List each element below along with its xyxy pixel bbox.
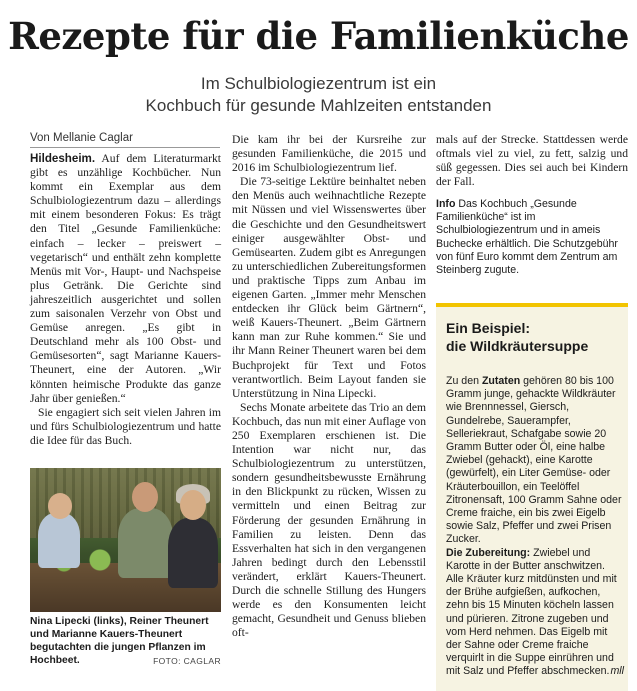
recipe-box-text bbox=[446, 375, 624, 679]
byline: Von Mellanie Caglar bbox=[30, 132, 220, 148]
recipe-box bbox=[436, 303, 628, 691]
photo-person-middle-head bbox=[132, 482, 158, 512]
caption-text: Nina Lipecki (links), Reiner Theunert und Marianne Kauers-Theunert begutachten die jungen Pflanzen im Hochbeet. bbox=[30, 616, 209, 666]
preparation-label: Die Zubereitung: bbox=[446, 546, 531, 559]
photo-person-middle bbox=[118, 508, 173, 578]
preparation-text: Zwiebel und Karotte in der Butter anschwitzen. Alle Kräuter kurz mitdünsten und mit der Brühe aufgießen, aufkochen, zehn bis 15 Minuten köcheln lassen und pürieren. Zitrone zugeben und vom Herd nehmen. Das Eigelb mit der Sahne oder Creme fraiche verquirlt in die Suppe einrühren und mit Salz und Pfeffer abschmecken. bbox=[446, 546, 617, 678]
recipe-box-title-line-2: die Wildkräutersuppe bbox=[446, 338, 589, 354]
ingredients-text: gehören 80 bis 100 Gramm junge, gehackte Wildkräuter wie Brennnessel, Giersch, Gundelrebe, Sauerampfer, Selleriekraut, Schafgabe sowie 20 Gramm Butter oder Öl, eine halbe Zwiebel (gehackt), eine Karotte (gewürfelt), ein Liter Gemüse- oder Kräuterbouillon, ein Teelöffel Zitronensaft, 100 Gramm Sahne oder Creme fraiche, ein bis zwei Eigelb sowie Salz, Pfeffer und zwei Prisen Zucker. bbox=[446, 375, 622, 546]
subheadline bbox=[0, 73, 637, 117]
article-column-3 bbox=[436, 133, 628, 189]
paragraph: Die 73-seitige Lektüre beinhaltet neben den Menüs auch weihnachtliche Rezepte mit Nüssen und viel Wissenswertes über die Geschichte und den Gesundheitswert einiger ausgewählter Obst- und Gemüsearten. Zudem gibt es Anregungen zu unterschiedlichen Zubereitungsformen und praktische Tipps zum Anbau im eigenen Garten. „Immer mehr Menschen entdecken ihr Glück beim Gärtnern“, weiß Kauers-Theunert. „Beim Gärtnern kann man zur Ruhe kommen.“ Sie und ihr Mann Reiner Theunert waren bei dem Buchprojekt für Text und Fotos verantwortlich. Beim Layout fanden sie Unterstützung in Nina Lipecki. bbox=[232, 175, 426, 400]
photo-person-right bbox=[168, 518, 218, 588]
paragraph: Die kam ihr bei der Kursreihe zur gesunden Familienküche, die 2015 und 2016 im Schulbiologiezentrum lief. bbox=[232, 133, 426, 175]
recipe-box-title bbox=[446, 319, 622, 355]
article-column-2 bbox=[232, 133, 426, 640]
info-label: Info bbox=[436, 198, 456, 210]
preparation-paragraph bbox=[446, 547, 624, 679]
article-column-1 bbox=[30, 152, 221, 448]
paragraph: Sechs Monate arbeitete das Trio an dem Kochbuch, das nun mit einer Auflage von 250 Exemplaren erschienen ist. Die Intention war nicht nur, das Schulbiologiezentrum zu unterstützen, sondern gesundheitsbewusste Ernährung in den Blickpunkt zu rücken, Wissen zu vermitteln und einen Beitrag zur Förderung der gesunden Ernährung in Familien zu leisten. Denn das Essverhalten hat sich in den vergangenen Jahren bedingt durch den Lebensstil verändert, erklärt Kauers-Theunert. Durch die schnelle Stillung des Hungers werde es den Konsumenten leicht gemacht, Gesundheit und Genuss blieben oft- bbox=[232, 400, 426, 640]
photo-person-right-head bbox=[180, 490, 206, 520]
photo-person-left-head bbox=[48, 493, 72, 519]
photo-caption bbox=[30, 615, 221, 668]
info-note bbox=[436, 198, 628, 277]
photo-credit: FOTO: CAGLAR bbox=[153, 656, 221, 666]
paragraph: Sie engagiert sich seit vielen Jahren im und fürs Schulbiologiezentrum und hatte die Idee für das Buch. bbox=[30, 405, 221, 447]
author-signature: mll bbox=[610, 665, 624, 678]
article-photo bbox=[30, 468, 221, 612]
paragraph-text: Auf dem Literaturmarkt gibt es unzählige Kochbücher. Nun kommt ein Exemplar aus dem Schulbiologiezentrum dazu – allerdings mit einem besonderen Fokus: Es trägt den Titel „Gesunde Familienküche: einfach – lecker – preiswert – vegetarisch“ und enthält zehn komplette Menüs mit Vor-, Haupt- und Nachspeise plus Getränk. Die Gerichte sind jahreszeitlich ausgerichtet und sollen zum saisonalen Verzehr von Obst und Gemüse anregen. „Es gibt in Deutschland mehr als 100 Obst- und Gemüsesorten“, sagt Marianne Kauers-Theunert, eine der Autoren. „Wir könnten heimische Produkte das ganze Jahr über genießen.“ bbox=[30, 152, 221, 405]
subhead-line-2: Kochbuch für gesunde Mahlzeiten entstanden bbox=[145, 96, 492, 115]
photo-person-left bbox=[38, 513, 80, 568]
info-text: Das Kochbuch „Gesunde Familienküche“ ist im Schulbiologiezentrum und in ameis Buchecke erhältlich. Die Schutzgebühr von fünf Euro kommt dem Zentrum am Steinberg zugute. bbox=[436, 198, 618, 277]
paragraph bbox=[30, 152, 221, 406]
subhead-line-1: Im Schulbiologiezentrum ist ein bbox=[200, 74, 437, 93]
dateline: Hildesheim. bbox=[30, 152, 96, 165]
ingredients-intro: Zu den bbox=[446, 375, 482, 387]
ingredients-label: Zutaten bbox=[481, 375, 521, 387]
paragraph: mals auf der Strecke. Stattdessen werde oftmals viel zu viel, zu fett, salzig und süß gegessen. Dies sei auch bei Kindern der Fall. bbox=[436, 133, 628, 189]
headline: Rezepte für die Familienküche bbox=[8, 14, 629, 58]
recipe-box-title-line-1: Ein Beispiel: bbox=[446, 320, 531, 336]
ingredients-paragraph bbox=[446, 375, 624, 547]
